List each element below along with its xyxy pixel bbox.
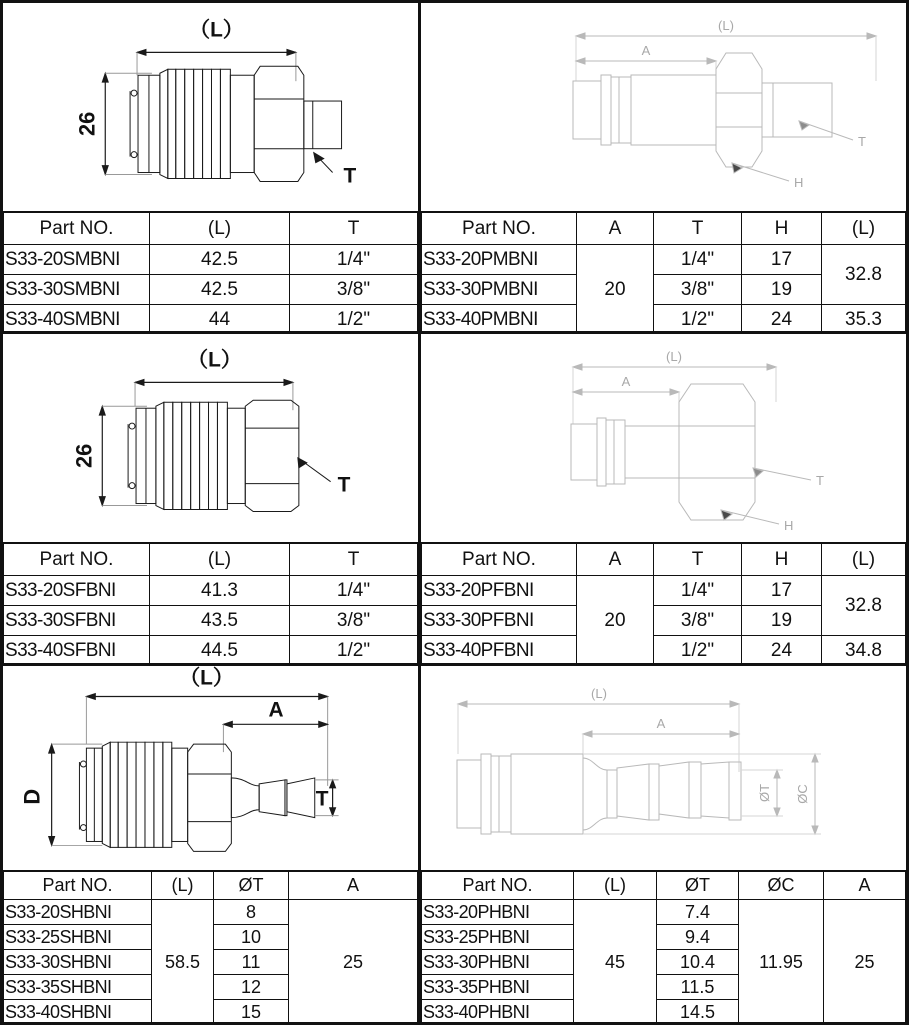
cell-part: S33-35PHBNI <box>422 974 574 999</box>
cell-across-merged: 20 <box>577 244 654 331</box>
cell-thread: 3/8" <box>290 274 418 304</box>
dim-label-thread: T <box>343 164 357 188</box>
spec-table-pmbni <box>421 211 906 331</box>
table-row <box>422 304 906 331</box>
col-header-hex: H <box>742 543 822 575</box>
panel-smbni <box>3 3 421 331</box>
dim-label-across: A <box>268 698 284 722</box>
cell-thread: 1/4" <box>654 575 742 605</box>
col-header-across: A <box>577 543 654 575</box>
spec-table-pfbni <box>421 542 906 663</box>
col-header-part: Part NO. <box>4 543 150 575</box>
panel-sfbni <box>3 334 421 663</box>
cell-part: S33-20SMBNI <box>4 244 150 274</box>
cell-length: 42.5 <box>150 244 290 274</box>
cell-length: 44.5 <box>150 635 290 663</box>
spec-table-phbni <box>421 870 906 1022</box>
cell-thread: 1/4" <box>290 575 418 605</box>
cell-length-merged: 32.8 <box>822 575 906 635</box>
dim-label-length: （L） <box>187 348 242 372</box>
cell-tail-dia: 9.4 <box>657 924 739 949</box>
col-header-length: (L) <box>574 871 657 899</box>
dim-label-length: （L） <box>189 18 244 42</box>
spec-table-sfbni <box>3 542 418 663</box>
table-header-row <box>4 212 418 244</box>
panel-row-3 <box>3 666 906 1022</box>
dim-label-tail-dia: ØT <box>757 783 772 803</box>
cell-length: 43.5 <box>150 605 290 635</box>
cell-tail-dia: 15 <box>214 999 289 1022</box>
cell-part: S33-30SFBNI <box>4 605 150 635</box>
cell-length: 34.8 <box>822 635 906 663</box>
cell-thread: 3/8" <box>654 274 742 304</box>
panel-shbni <box>3 666 421 1022</box>
cell-part: S33-25SHBNI <box>4 924 152 949</box>
cell-hex: 19 <box>742 605 822 635</box>
panel-pfbni <box>421 334 906 663</box>
cell-part: S33-30PFBNI <box>422 605 577 635</box>
cell-thread: 1/2" <box>654 635 742 663</box>
col-header-thread: T <box>290 212 418 244</box>
dim-label-diameter: D <box>19 788 45 805</box>
dim-label-across: A <box>641 43 651 58</box>
cell-part: S33-20SHBNI <box>4 899 152 924</box>
dim-label-across: A <box>656 716 666 731</box>
dim-label-hex: H <box>794 175 804 190</box>
cell-tail-dia: 14.5 <box>657 999 739 1022</box>
col-header-hex: H <box>742 212 822 244</box>
col-header-part: Part NO. <box>422 212 577 244</box>
dim-label-hex: H <box>784 518 794 533</box>
cell-tail-dia: 7.4 <box>657 899 739 924</box>
table-header-row <box>422 871 906 899</box>
socket-male-thread-drawing <box>3 3 418 211</box>
cell-hex: 19 <box>742 274 822 304</box>
table-row <box>4 304 418 331</box>
col-header-thread: T <box>654 212 742 244</box>
cell-length-merged: 32.8 <box>822 244 906 304</box>
cell-length-merged: 45 <box>574 899 657 1022</box>
cell-part: S33-30PMBNI <box>422 274 577 304</box>
cell-part: S33-30SHBNI <box>4 949 152 974</box>
col-header-across: A <box>289 871 418 899</box>
cell-length: 42.5 <box>150 274 290 304</box>
cell-thread: 1/2" <box>290 635 418 663</box>
cell-part: S33-20PMBNI <box>422 244 577 274</box>
table-row <box>4 274 418 304</box>
dim-label-thread: T <box>816 473 824 488</box>
cell-thread: 1/2" <box>290 304 418 331</box>
table-row <box>4 899 418 924</box>
cell-hex: 17 <box>742 244 822 274</box>
table-row <box>4 244 418 274</box>
cell-tail-dia: 12 <box>214 974 289 999</box>
cell-collar-dia-merged: 11.95 <box>739 899 824 1022</box>
dim-label-thread: T <box>337 473 351 497</box>
col-header-across: A <box>577 212 654 244</box>
table-row <box>422 575 906 605</box>
col-header-length: (L) <box>822 543 906 575</box>
dim-label-length: (L) <box>718 18 734 33</box>
cell-part: S33-20PFBNI <box>422 575 577 605</box>
col-header-length: (L) <box>150 543 290 575</box>
plug-male-thread-drawing <box>421 3 906 211</box>
cell-length: 35.3 <box>822 304 906 331</box>
cell-tail-dia: 10.4 <box>657 949 739 974</box>
col-header-length: (L) <box>150 212 290 244</box>
cell-part: S33-40SMBNI <box>4 304 150 331</box>
dim-label-height: 26 <box>71 443 97 469</box>
cell-length: 44 <box>150 304 290 331</box>
cell-hex: 24 <box>742 635 822 663</box>
col-header-part: Part NO. <box>422 543 577 575</box>
table-row <box>4 575 418 605</box>
cell-part: S33-40PFBNI <box>422 635 577 663</box>
cell-length-merged: 58.5 <box>152 899 214 1022</box>
col-header-length: (L) <box>822 212 906 244</box>
cell-tail-dia: 11.5 <box>657 974 739 999</box>
panel-phbni <box>421 666 906 1022</box>
cell-part: S33-40SFBNI <box>4 635 150 663</box>
dim-label-height: 26 <box>74 111 100 137</box>
cell-across-merged: 25 <box>824 899 906 1022</box>
table-header-row <box>4 543 418 575</box>
panel-pmbni <box>421 3 906 331</box>
col-header-part: Part NO. <box>4 871 152 899</box>
socket-female-thread-drawing <box>3 334 418 542</box>
table-row <box>4 605 418 635</box>
dim-label-collar-dia: ØC <box>795 784 810 804</box>
table-row <box>422 244 906 274</box>
table-row <box>4 635 418 663</box>
cell-thread: 1/4" <box>290 244 418 274</box>
col-header-across: A <box>824 871 906 899</box>
cell-part: S33-30SMBNI <box>4 274 150 304</box>
cell-tail-dia: 10 <box>214 924 289 949</box>
cell-across-merged: 20 <box>577 575 654 663</box>
panel-row-2 <box>3 334 906 666</box>
cell-thread: 1/2" <box>654 304 742 331</box>
spec-table-shbni <box>3 870 418 1022</box>
cell-part: S33-35SHBNI <box>4 974 152 999</box>
dim-label-length: (L) <box>591 686 607 701</box>
col-header-part: Part NO. <box>4 212 150 244</box>
col-header-part: Part NO. <box>422 871 574 899</box>
cell-part: S33-20PHBNI <box>422 899 574 924</box>
col-header-tail-dia: ØT <box>214 871 289 899</box>
cell-part: S33-40SHBNI <box>4 999 152 1022</box>
dim-label-thread: T <box>858 134 866 149</box>
cell-thread: 1/4" <box>654 244 742 274</box>
col-header-tail-dia: ØT <box>657 871 739 899</box>
cell-part: S33-30PHBNI <box>422 949 574 974</box>
cell-part: S33-20SFBNI <box>4 575 150 605</box>
cell-part: S33-40PMBNI <box>422 304 577 331</box>
panel-row-1 <box>3 3 906 334</box>
cell-tail-dia: 11 <box>214 949 289 974</box>
plug-hose-barb-drawing <box>421 666 906 870</box>
plug-female-thread-drawing <box>421 334 906 542</box>
dim-label-across: A <box>621 374 631 389</box>
dim-label-length: (L) <box>666 349 682 364</box>
cell-thread: 3/8" <box>290 605 418 635</box>
table-header-row <box>422 543 906 575</box>
table-header-row <box>4 871 418 899</box>
col-header-thread: T <box>654 543 742 575</box>
cell-length: 41.3 <box>150 575 290 605</box>
cell-part: S33-40PHBNI <box>422 999 574 1022</box>
dim-label-tail: T <box>315 787 329 811</box>
col-header-collar-dia: ØC <box>739 871 824 899</box>
spec-table-smbni <box>3 211 418 331</box>
table-row <box>422 899 906 924</box>
table-row <box>422 635 906 663</box>
cell-tail-dia: 8 <box>214 899 289 924</box>
dim-label-length: （L） <box>179 666 234 690</box>
cell-thread: 3/8" <box>654 605 742 635</box>
cell-part: S33-25PHBNI <box>422 924 574 949</box>
cell-hex: 17 <box>742 575 822 605</box>
col-header-thread: T <box>290 543 418 575</box>
cell-hex: 24 <box>742 304 822 331</box>
col-header-length: (L) <box>152 871 214 899</box>
table-header-row <box>422 212 906 244</box>
cell-across-merged: 25 <box>289 899 418 1022</box>
socket-hose-barb-drawing <box>3 666 418 870</box>
